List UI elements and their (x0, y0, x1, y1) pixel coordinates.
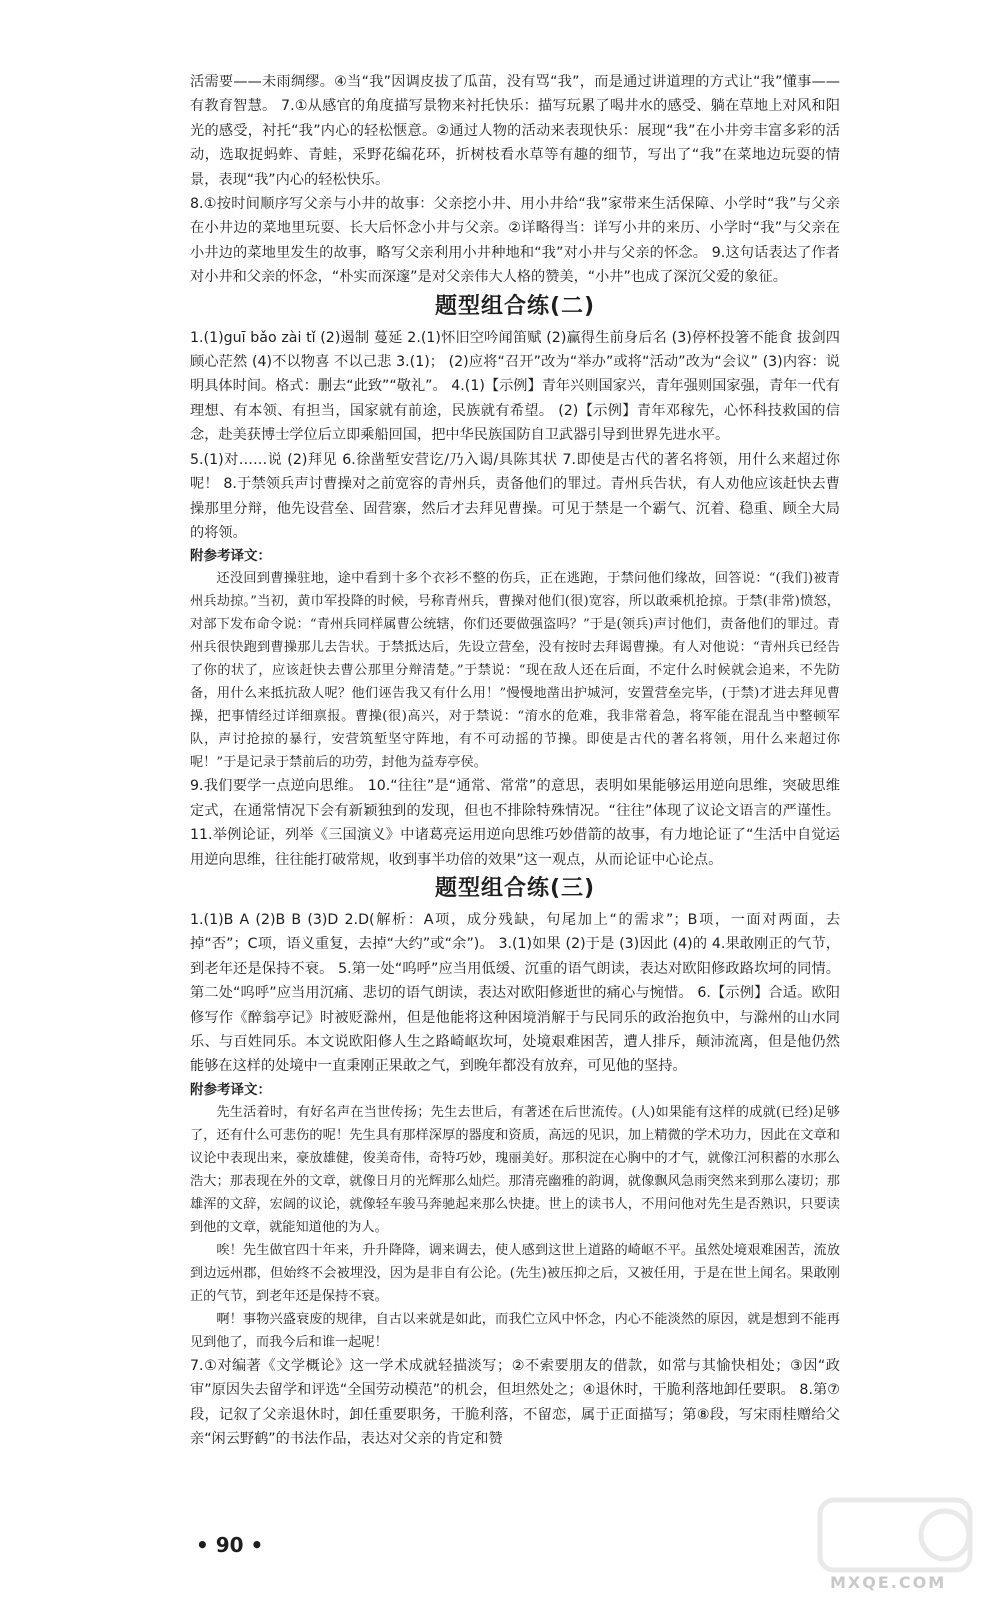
intro-paragraph-2: 8.①按时间顺序写父亲与小井的故事：父亲挖小井、用小井给“我”家带来生活保障、小学时“我”与父亲在小井边的菜地里玩耍、长大后怀念小井与父亲。②详略得当：详写小井的来历、小学时“我”与父亲在小井边的菜地里发生的故事，略写父亲利用小井种地和“我”对小井与父亲的怀念。 9.这句话表达了作者对小井和父亲的怀念，“朴实而深邃”是对父亲伟大人格的赞美，“小井”也成了深沉父爱的象征。 (190, 196, 840, 286)
section-2-paragraph-2: 5.(1)对……说 (2)拜见 6.徐凿堑安营讫/乃入谒/具陈其状 7.即使是古代的著名将领，用什么来超过你呢！ 8.于禁领兵声讨曹操对之前宽容的青州兵，责备他们的罪过。青州兵告状，有人劝他应该赶快去曹操那里分辩，他先设营垒、固营寨，然后才去拜见曹操。可见于禁是一个霸气、沉着、稳重、顾全大局的将领。 (190, 451, 840, 541)
section-2-title: 题型组合练(二) (434, 293, 596, 319)
section-3-translation-3: 啊！事物兴盛衰废的规律，自古以来就是如此，而我伫立风中怀念，内心不能淡然的原因，就是想到不能再见到他了，而我今后和谁一起呢！ (190, 1311, 840, 1350)
section-2-translation-label: 附参考译文： (190, 548, 271, 565)
section-2-paragraph-3: 9.我们要学一点逆向思维。 10.“往往”是“通常、常常”的意思，表明如果能够运用逆向思维，突破思维定式，在通常情况下会有新颖独到的发现，但也不排除特殊情况。“往往”体现了议论文语言的严谨性。 11.举例论证，列举《三国演义》中诸葛亮运用逆向思维巧妙借箭的故事，有力地论证了“生活中自觉运用逆向思维，往往能打破常规，收到事半功倍的效果”这一观点，从而论证中心论点。 (190, 778, 840, 868)
watermark-text: MXQE.COM (830, 1573, 947, 1592)
intro-paragraph-1: 活需要——未雨绸缪。④当“我”因调皮拔了瓜苗，没有骂“我”，而是通过讲道理的方式让“我”懂事——有教育智慧。 7.①从感官的角度描写景物来衬托快乐：描写玩累了喝井水的感受、躺在草地上对风和阳光的感受，衬托“我”内心的轻松惬意。②通过人物的活动来表现快乐：展现“我”在小井旁丰富多彩的活动，选取捉蚂蚱、青蛙，采野花编花环，折树枝看水草等有趣的细节，写出了“我”在菜地边玩耍的情景，表现“我”内心的轻松快乐。 (190, 74, 840, 188)
section-3-title: 题型组合练(三) (434, 875, 596, 901)
section-3-paragraph-1: 1.(1)B A (2)B B (3)D 2.D(解析：A项，成分残缺，句尾加上“的需求”；B项，一面对两面，去掉“否”；C项，语义重复，去掉“大约”或“余”)。 3.(1)如果 (2)于是 (3)因此 (4)的 4.果敢刚正的气节，到老年还是保持不衰。 5.第一处“呜呼”应当用低缓、沉重的语气朗读，表达对欧阳修政路坎坷的同情。第二处“呜呼”应当用沉痛、悲切的语气朗读，表达对欧阳修逝世的痛心与惋惜。 6.【示例】合适。欧阳修写作《醉翁亭记》时被贬滁州，但是他能将这种困境消解于与民同乐的政治抱负中，与滁州的山水同乐、与百姓同乐。本文说欧阳修人生之路崎岖坎坷，处境艰难困苦，遭人排斥，颠沛流离，但是他仍然能够在这样的处境中一直秉刚正果敢之气，到晚年都没有放弃，可见他的坚持。 (190, 911, 840, 1075)
section-2-p1-prefix: 1.(1) (190, 329, 224, 346)
section-3-translation-2: 唉！先生做官四十年来，升升降降，调来调去，使人感到这世上道路的崎岖不平。虽然处境艰难困苦，流放到边远州郡，但始终不会被埋没，因为是非自有公论。(先生)被压抑之后，又被任用，于是在世上闻名。果敢刚正的气节，到老年还是保持不衰。 (190, 1242, 840, 1304)
section-3-translation-1: 先生活着时，有好名声在当世传扬；先生去世后，有著述在后世流传。(人)如果能有这样的成就(已经)足够了，还有什么可悲伤的呢！先生具有那样深厚的器度和资质，高远的见识，加上精微的学术功力，因此在文章和议论中表现出来，豪放雄健，俊美奇伟，奇特巧妙，瑰丽美好。那积淀在心胸中的才气，就像江河积蓄的水那么浩大；那表现在外的文章，就像日月的光辉那么灿烂。那清亮幽雅的韵调，就像飘风急雨突然来到那么凄切；那雄浑的文辞，宏阔的议论，就像轻车骏马奔驰起来那么快捷。世上的读书人，不用问他对先生是否熟识，只要读到他的文章，就能知道他的为人。 (190, 1104, 840, 1235)
section-3-paragraph-2: 7.①对编著《文学概论》这一学术成就轻描淡写；②不索要朋友的借款，如常与其愉快相处；③因“政审”原因失去留学和评选“全国劳动模范”的机会，但坦然处之；④退休时，干脆利落地卸任要职。 8.第⑦段，记叙了父亲退休时，卸任重要职务，干脆利落，不留恋，属于正面描写；第⑧段，写宋雨桂赠给父亲“闲云野鹤”的书法作品，表达对父亲的肯定和赞 (190, 1357, 840, 1447)
section-2-p1-body: (2)遏制 蔓延 2.(1)怀旧空吟闻笛赋 (2)赢得生前身后名 (3)停杯投箸不能食 拔剑四顾心茫然 (4)不以物喜 不以己悲 3.(1)； (2)应将“召开”改为“举办”或将“活动”改为“会议” (3)内容：说明具体时间。格式：删去“此致”“敬礼”。 4.(1)【示例】青年兴则国家兴，青年强则国家强，青年一代有理想、有本领、有担当，国家就有前途，民族就有希望。 (2)【示例】青年邓稼先，心怀科技救国的信念，赴美获博士学位后立即乘船回国，把中华民族国防自卫武器引导到世界先进水平。 (190, 329, 840, 444)
pinyin-answer: guī bǎo zài tǐ (223, 329, 316, 346)
page-content (190, 70, 840, 1451)
section-2-paragraph-1 (190, 326, 840, 448)
section-3-translation-label: 附参考译文： (190, 1081, 271, 1098)
section-2-translation: 还没回到曹操驻地，途中看到十多个衣衫不整的伤兵，正在逃跑，于禁问他们缘故，回答说：“(我们)被青州兵劫掠。”当初，黄巾军投降的时候，号称青州兵，曹操对他们(很)宽容，所以敢乘机抢掠。于禁(非常)愤怒，对部下发布命令说：“青州兵同样属曹公统辖，你们还要做强盗吗？”于是(领兵)声讨他们，责备他们的罪过。青州兵很快跑到曹操那儿去告状。于禁抵达后，先设立营垒，没有按时去拜谒曹操。有人对他说：“青州兵已经告了你的状了，应该赶快去曹公那里分辩清楚。”于禁说：“现在敌人还在后面，不定什么时候就会追来，不先防备，用什么来抵抗敌人呢？他们诬告我又有什么用！”慢慢地凿出护城河，安置营垒完毕，(于禁)才进去拜见曹操，把事情经过详细禀报。曹操(很)高兴，对于禁说：“淯水的危难，我非常着急，将军能在混乱当中整顿军队，声讨抢掠的暴行，安营筑堑坚守阵地，有不可动摇的节操。即使是古代的著名将领，用什么来超过你呢！”于是记录于禁前后的功劳，封他为益寿亭侯。 (190, 571, 840, 771)
page-number: • 90 • (196, 1533, 264, 1557)
